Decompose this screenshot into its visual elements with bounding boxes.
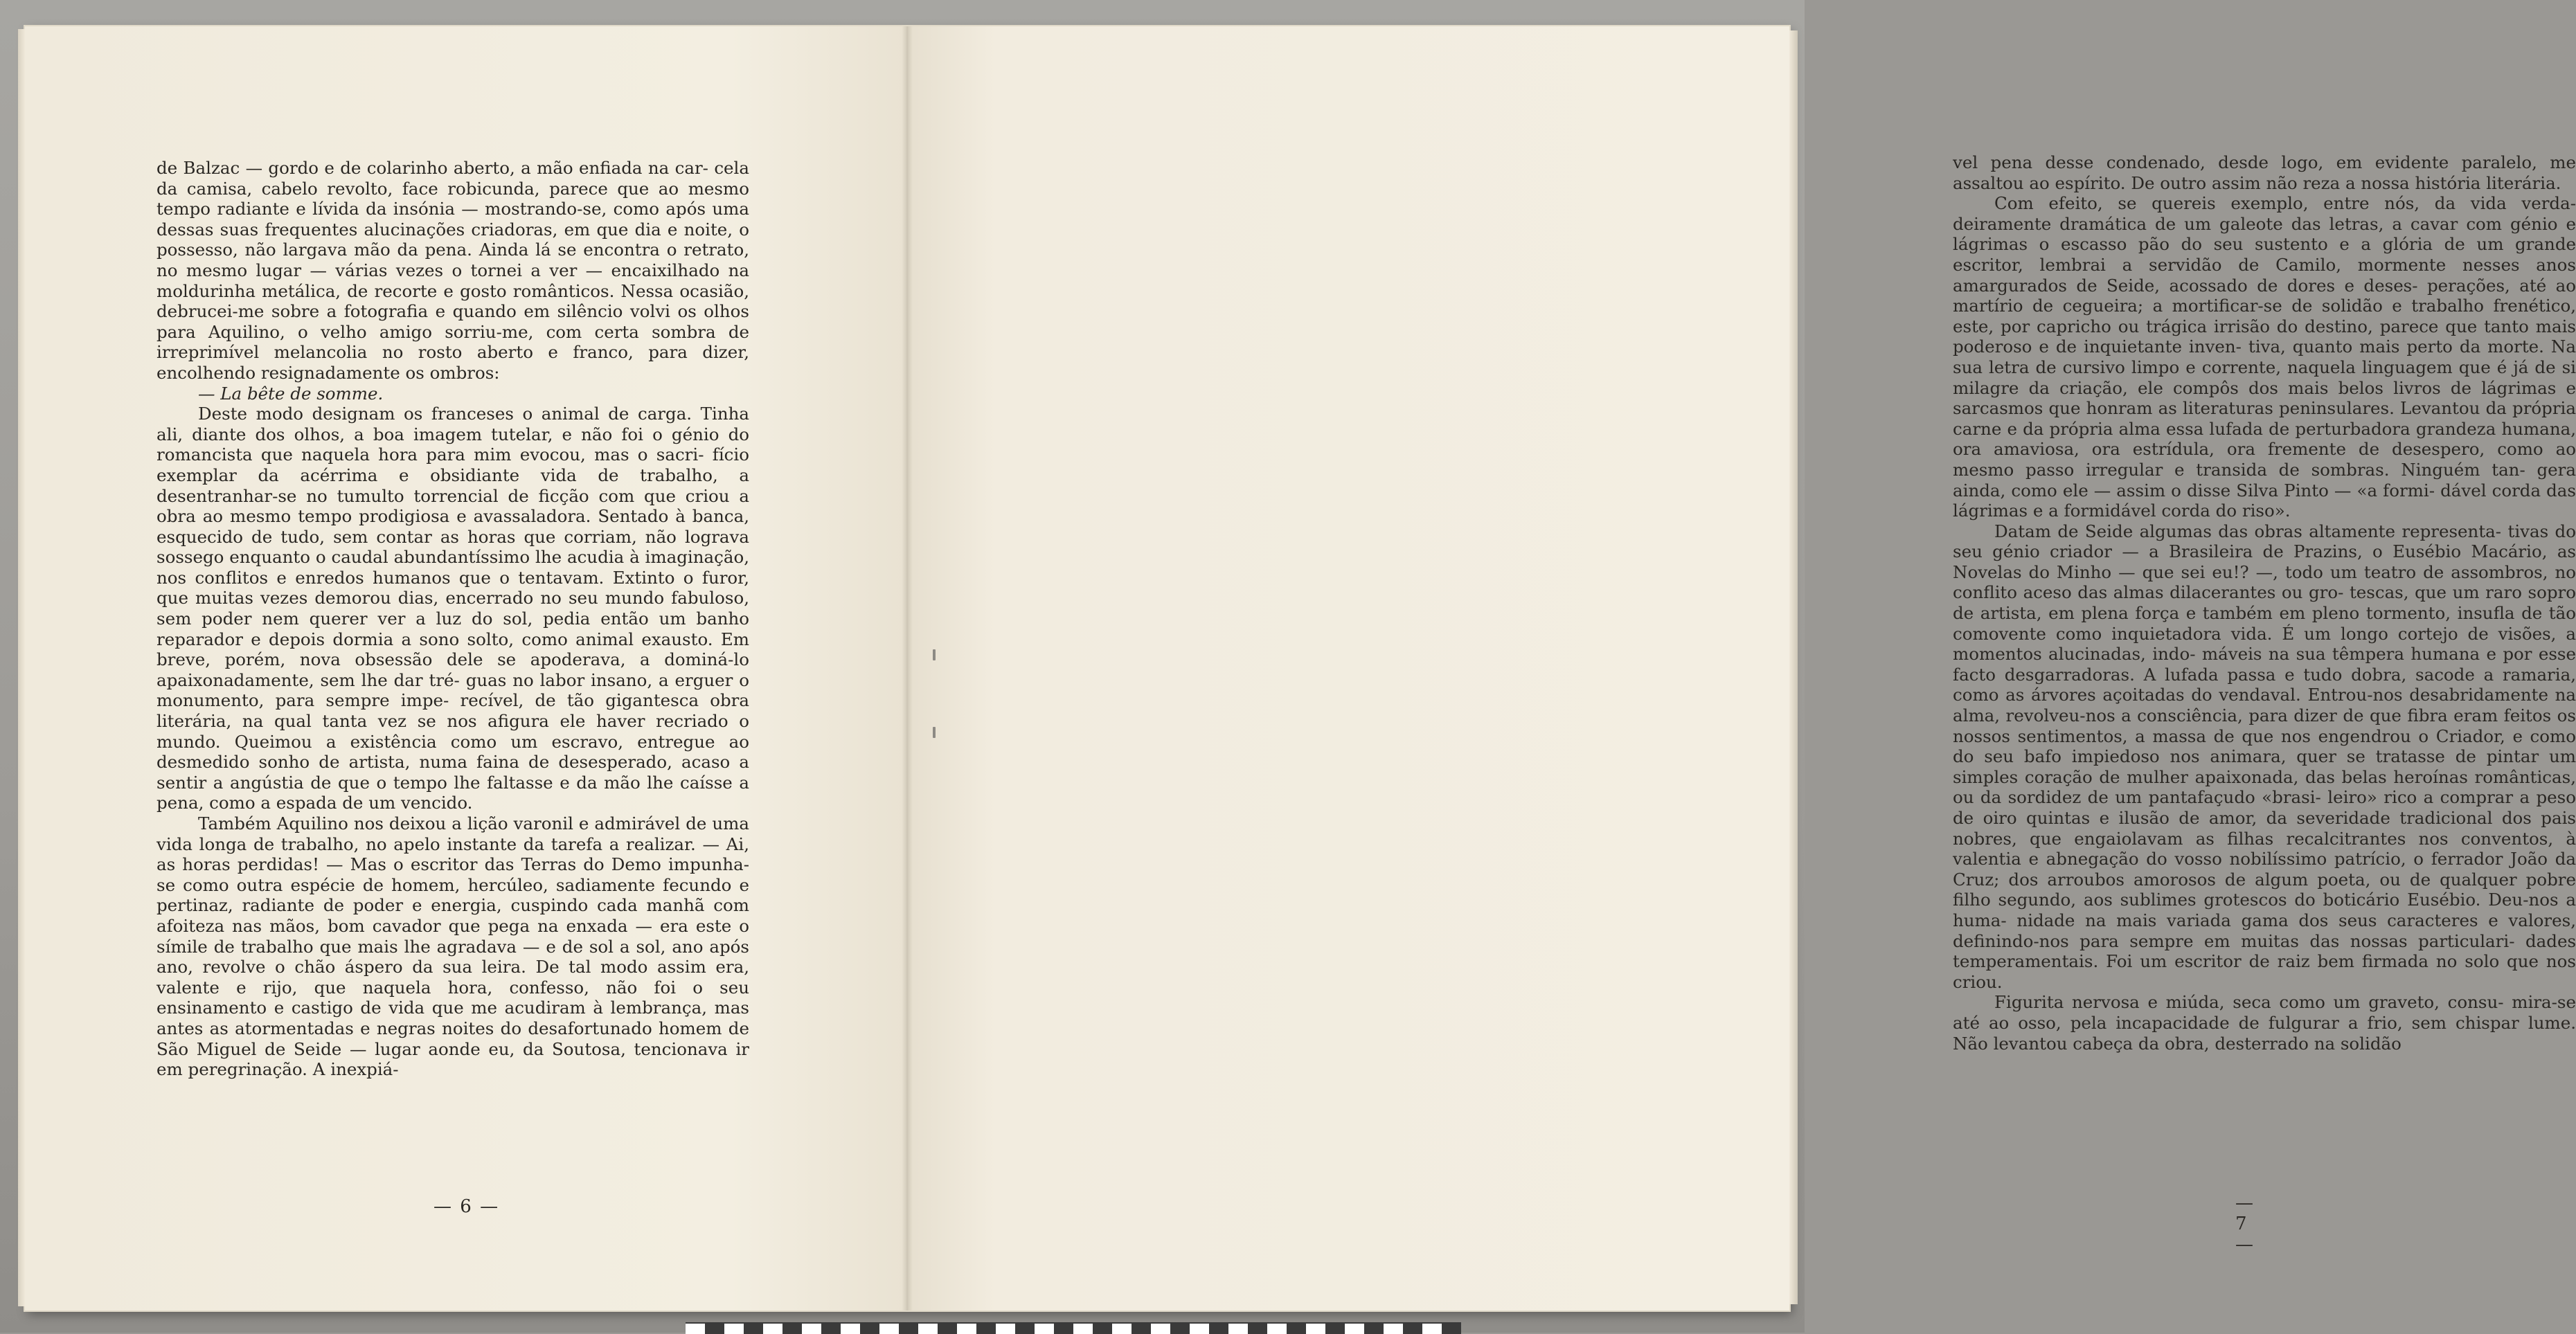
staple-bottom	[933, 727, 936, 738]
left-page	[25, 26, 907, 1310]
open-booklet	[25, 26, 2576, 1310]
page-number-left: — 6 —	[433, 1196, 500, 1217]
right-page-text	[1953, 152, 2576, 1054]
staple-top	[933, 649, 936, 660]
right-para-1: vel pena desse condenado, desde logo, em evidente paralelo, me assaltou ao espírito. De outro assim não reza a nossa história literária.	[1953, 152, 2576, 193]
left-quote-line: — La bête de somme.	[198, 383, 384, 404]
page-number-right: — 7 —	[2235, 1193, 2255, 1255]
left-para-2: Deste modo designam os franceses o animal de carga. Tinha ali, diante dos olhos, a boa imagem tutelar, e não foi o génio do romancista que naquela hora para mim evocou, mas o sacri- fício exemplar da acérrima e obsidiante vida de trabalho, a desentranhar-se no tumulto torrencial de ficção com que criou a obra ao mesmo tempo prodigiosa e avassaladora. Sentado à banca, esquecido de tudo, sem contar as horas que corriam, não lograva sossego enquanto o caudal abundantíssimo lhe acudia à imaginação, nos conflitos e enredos humanos que o tentavam. Extinto o furor, que muitas vezes demorou dias, encerrado no seu mundo fabuloso, sem poder nem querer ver a luz do sol, pedia então um banho reparador e depois dormia a sono solto, como animal exausto. Em breve, porém, nova obsessão dele se apoderava, a dominá-lo apaixonadamente, sem lhe dar tré- guas no labor insano, a erguer o monumento, para sempre impe- recível, de tão gigantesca obra literária, na qual tanta vez se nos afigura ele haver recriado o mundo. Queimou a existência como um escravo, entregue ao desmedido sonho de artista, numa faina de desesperado, acaso a sentir a angústia de que o tempo lhe faltasse e da mão lhe caísse a pena, como a espada de um vencido.	[156, 404, 750, 813]
right-page	[907, 26, 2576, 1310]
left-page-text	[156, 158, 749, 1080]
book-gutter	[902, 26, 913, 1310]
left-para-3: Também Aquilino nos deixou a lição varonil e admirável de uma vida longa de trabalho, no apelo instante da tarefa a realizar. — Ai, as horas perdidas! — Mas o escritor das Terras do Demo impunha-se como outra espécie de homem, hercúleo, sadiamente fecundo e pertinaz, radiante de poder e energia, cuspindo cada manhã com afoiteza nas mãos, bom cavador que pega na enxada — era este o símile de trabalho que mais lhe agradava — e de sol a sol, ano após ano, revolve o chão áspero da sua leira. De tal modo assim era, valente e rijo, que naquela hora, confesso, não foi o seu ensinamento e castigo de vida que me acudiram à lembrança, mas antes as atormentadas e negras noites do desafortunado homem de São Miguel de Seide — lugar aonde eu, da Soutosa, tencionava ir em peregrinação. A inexpiá-	[156, 813, 750, 1080]
right-para-3: Datam de Seide algumas das obras altamente representa- tivas do seu génio criador — a Brasileira de Prazins, o Eusébio Macário, as Novelas do Minho — que sei eu!? —, todo um teatro de assombros, no conflito aceso das almas dilacerantes ou gro- tescas, que um raro sopro de artista, em plena força e também em pleno tormento, insufla de tão comovente como inquietadora vida. É um longo cortejo de visões, a momentos alucinadas, indo- máveis na sua têmpera humana e por esse facto desgarradoras. A lufada passa e tudo dobra, sacode a ramaria, como as árvores açoitadas do vendaval. Entrou-nos desabridamente na alma, revolveu-nos a consciência, para dizer de que fibra eram feitos os nossos sentimentos, a massa de que nos engendrou o Criador, e como do seu bafo impiedoso nos animara, quer se tratasse de pintar um simples coração de mulher apaixonada, das belas heroínas românticas, ou da sordidez de um pantafaçudo «brasi- leiro» rico a comprar a peso de oiro quintas e ilusão de amor, da severidade tradicional dos pais nobres, que engaiolavam as filhas recalcitrantes nos conventos, à valentia e abnegação do vosso nobilíssimo patrício, o ferrador João da Cruz; dos arroubos amorosos de algum poeta, ou de qualquer pobre filho segundo, aos sublimes grotescos do boticário Eusébio. Deu-nos a huma- nidade na mais variada gama dos seus caracteres e valores, definindo-nos para sempre em muitas das nossas particulari- dades temperamentais. Foi um escritor de raiz bem firmada no solo que nos criou.	[1953, 521, 2576, 992]
right-para-4: Figurita nervosa e miúda, seca como um graveto, consu- mira-se até ao osso, pela incapacidade de fulgurar a frio, sem chispar lume. Não levantou cabeça da obra, desterrado na solidão	[1953, 992, 2576, 1054]
right-para-2: Com efeito, se quereis exemplo, entre nós, da vida verda- deiramente dramática de um galeote das letras, a cavar com génio e lágrimas o escasso pão do seu sustento e a glória de um grande escritor, lembrai a servidão de Camilo, mormente nesses anos amargurados de Seide, acossado de dores e deses- perações, até ao martírio de cegueira; a mortificar-se de solidão e trabalho frenético, este, por capricho ou trágica irrisão do destino, parece que tanto mais poderoso e de inquietante inven- tiva, quanto mais perto da morte. Na sua letra de cursivo limpo e corrente, naquela linguagem que é já de si milagre da criação, ele compôs dos mais belos livros de lágrimas e sarcasmos que honram as literaturas peninsulares. Levantou da própria carne e da própria alma essa lufada de perturbadora grandeza humana, ora amaviosa, ora estrídula, ora fremente de desespero, como ao mesmo passo irregular e transida de sombras. Ninguém tan- gera ainda, como ele — assim o disse Silva Pinto — «a formi- dável corda das lágrimas e a formidável corda do riso».	[1953, 193, 2576, 521]
left-para-1: de Balzac — gordo e de colarinho aberto, a mão enfiada na car- cela da camisa, cabelo revolto, face robicunda, parece que ao mesmo tempo radiante e lívida da insónia — mostrando-se, como após uma dessas suas frequentes alucinações criadoras, em que dia e noite, o possesso, não largava mão da pena. Ainda lá se encontra o retrato, no mesmo lugar — várias vezes o tornei a ver — encaixilhado na moldurinha metálica, de recorte e gosto românticos. Nessa ocasião, debrucei-me sobre a fotografia e quando em silêncio volvi os olhos para Aquilino, o velho amigo sorriu-me, com certa sombra de irreprimível melancolia no rosto aberto e franco, para dizer, encolhendo resignadamente os ombros:	[156, 158, 750, 383]
scale-ruler	[686, 1322, 1461, 1334]
